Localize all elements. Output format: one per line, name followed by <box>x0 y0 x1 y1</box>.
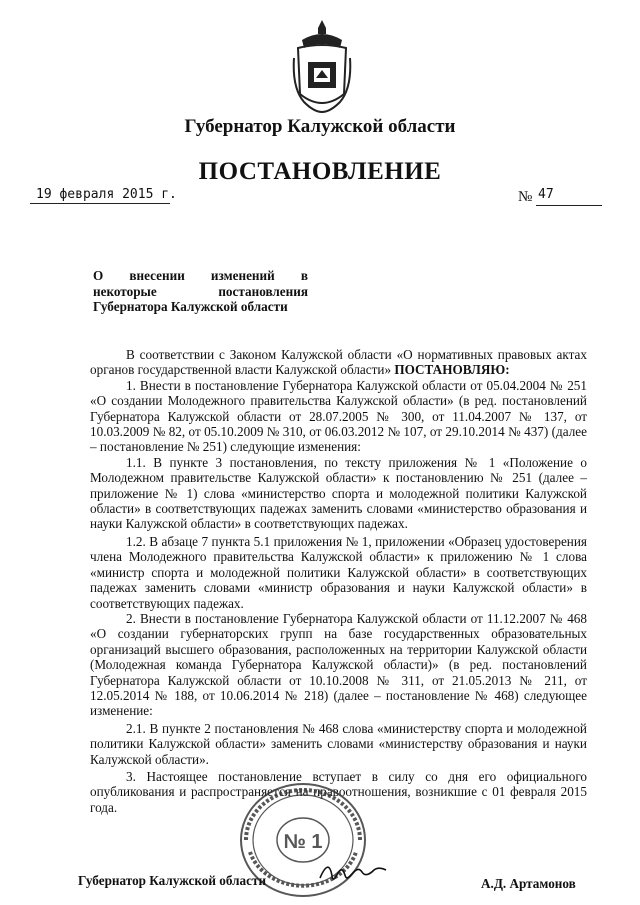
document-date: 19 февраля 2015 г. <box>36 187 177 202</box>
organization-title: Губернатор Калужской области <box>184 116 456 137</box>
paragraph-1-2: 1.2. В абзаце 7 пункта 5.1 приложения № 1, приложении «Образец удостоверения члена Молодежного правительства Калужской области» к приложению № 1 слова «министр спорта и молодежной политики Калужской области» в соответствующих падежах заменить словами «министр образования и науки Калужской области» в соответствующих падежах. <box>90 533 587 611</box>
signatory-title: Губернатор Калужской области <box>78 873 267 888</box>
signatory-name: А.Д. Артамонов <box>481 876 576 891</box>
decree-word: ПОСТАНОВЛЯЮ: <box>394 362 510 378</box>
document-number: 47 <box>538 187 554 202</box>
subject-line: некоторые постановления <box>93 283 308 299</box>
paragraph-1: 1. Внести в постановление Губернатора Калужской области от 05.04.2004 № 251 «О создании Молодежного правительства Калужской области» (в ред. постановлений Губернатора Калужской области от 28.07.2005 № 300, от 11.04.2007 № 137, от 10.03.2009 № 82, от 05.10.2009 № 310, от 06.03.2012 № 107, от 29.10.2014 № 437) (далее – постановление № 251) следующие изменения: <box>90 377 587 455</box>
paragraph-2-1: 2.1. В пункте 2 постановления № 468 слова «министерству спорта и молодежной политики Калужской области» заменить словами «министерству образования и науки Калужской области». <box>90 720 587 767</box>
document-body <box>90 347 587 815</box>
document-subject <box>93 268 308 315</box>
handwritten-signature <box>318 858 388 886</box>
subject-line: Губернатора Калужской области <box>93 299 288 314</box>
number-underline <box>536 205 602 206</box>
subject-line: О внесении изменений в <box>93 268 308 283</box>
date-underline <box>30 203 170 204</box>
coat-of-arms-icon <box>292 18 352 114</box>
stamp-number: № 1 <box>283 831 323 853</box>
paragraph-3: 3. Настоящее постановление вступает в силу со дня его официального опубликования и распространяется на правоотношения, возникшие с 01 февраля 2015 года. <box>90 768 587 815</box>
paragraph-1-1: 1.1. В пункте 3 постановления, по тексту приложения № 1 «Положение о Молодежном правительстве Калужской области» к постановлению № 251 (далее – приложение № 1) слова «министерство спорта и молодежной политики Калужской области» в соответствующих падежах заменить словами «министерство образования и науки Калужской области» в соответствующих падежах. <box>90 454 587 532</box>
document-type: ПОСТАНОВЛЕНИЕ <box>198 158 442 185</box>
preamble-paragraph: В соответствии с Законом Калужской области «О нормативных правовых актах органов государственной власти Калужской области» ПОСТАНОВЛЯЮ: <box>90 347 587 378</box>
paragraph-2: 2. Внести в постановление Губернатора Калужской области от 11.12.2007 № 468 «О создании губернаторских групп на базе государственных образовательных организаций высшего образования, расположенных на территории Калужской области (Молодежная команда Губернатора Калужской области)» (в ред. постановлений Губернатора Калужской области от 10.10.2008 № 311, от 21.05.2013 № 211, от 12.05.2014 № 188, от 10.06.2014 № 218) (далее – постановление № 468) следующее изменение: <box>90 610 587 719</box>
number-label: № <box>518 189 533 205</box>
